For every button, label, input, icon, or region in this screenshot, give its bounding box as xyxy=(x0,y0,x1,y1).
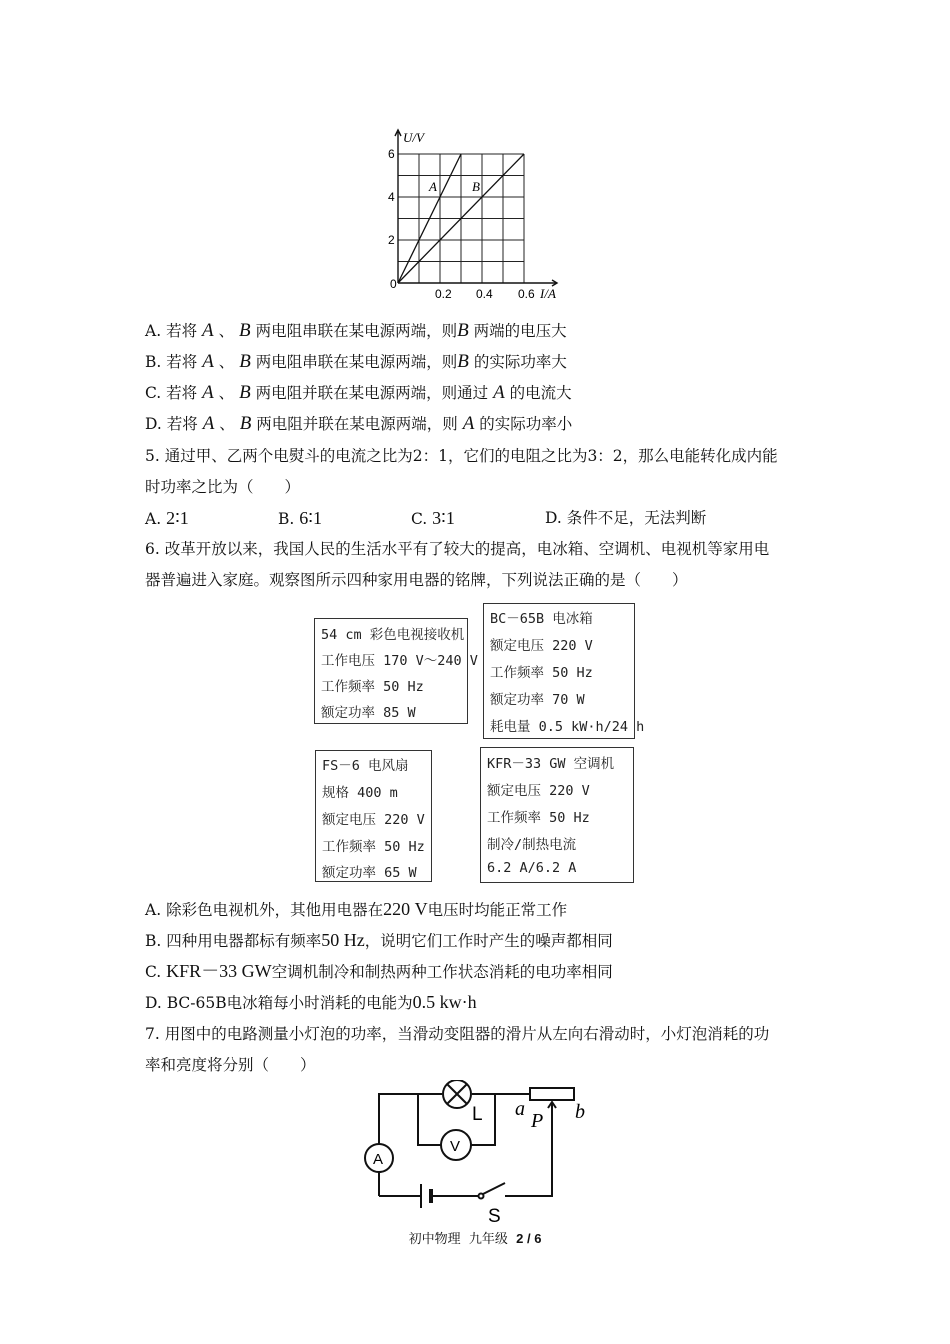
y-axis-label: U/V xyxy=(403,130,424,145)
q7-stem-line2: 率和亮度将分别（ ） xyxy=(145,1056,316,1074)
q7-stem-line1: 7. 用图中的电路测量小灯泡的功率，当滑动变阻器的滑片从左向右滑动时，小灯泡消耗的功 xyxy=(145,1025,770,1043)
y-tick-2: 2 xyxy=(388,233,395,247)
y-tick-6: 6 xyxy=(388,147,395,161)
page-number: 2 / 6 xyxy=(516,1231,542,1246)
q4-option-d: D. 若将 A 、 B 两电阻并联在某电源两端，则 A 的实际功率小 xyxy=(145,413,573,434)
ac-nameplate: KFR－33 GW 空调机 额定电压 220 V 工作频率 50 Hz 制冷/制热电流 6.2 A/6.2 A xyxy=(480,747,634,883)
footer-subject: 初中物理 xyxy=(408,1232,461,1247)
rheostat-end-b-label: b xyxy=(575,1101,585,1123)
q5-option-d: D. 条件不足，无法判断 xyxy=(545,509,707,527)
q4-option-b: B. 若将 A 、 B 两电阻串联在某电源两端，则B 的实际功率大 xyxy=(145,351,567,372)
switch-label: S xyxy=(488,1206,501,1226)
slider-label: P xyxy=(531,1110,544,1132)
rheostat-body xyxy=(530,1088,574,1100)
wire-top-left xyxy=(379,1094,442,1144)
fan-nameplate: FS－6 电风扇 规格 400 m 额定电压 220 V 工作频率 50 Hz 额定功率 65 W xyxy=(315,750,432,882)
y-tick-4: 4 xyxy=(388,190,395,204)
q4-option-c: C. 若将 A 、 B 两电阻并联在某电源两端，则通过 A 的电流大 xyxy=(145,382,572,403)
q6-option-a: A. 除彩色电视机外，其他用电器在220 V电压时均能正常工作 xyxy=(145,899,568,919)
x-tick-0.2: 0.2 xyxy=(435,287,452,301)
q6-option-c: C. KFR－33 GW空调机制冷和制热两种工作状态消耗的电功率相同 xyxy=(145,961,613,981)
page-footer xyxy=(0,1228,950,1247)
x-tick-0.6: 0.6 xyxy=(518,287,535,301)
q5-option-a: A. 2∶1 xyxy=(145,508,189,528)
switch-blade xyxy=(483,1183,505,1194)
q4-option-a: A. 若将 A 、 B 两电阻串联在某电源两端，则B 两端的电压大 xyxy=(145,320,567,341)
rheostat-end-a-label: a xyxy=(515,1098,525,1120)
switch-contact-left xyxy=(479,1194,484,1199)
tv-nameplate: 54 cm 彩色电视接收机 工作电压 170 V～240 V 工作频率 50 Hz 额定功率 85 W xyxy=(314,618,468,724)
q6-option-b: B. 四种用电器都标有频率50 Hz，说明它们工作时产生的噪声都相同 xyxy=(145,930,613,950)
x-axis-label: I/A xyxy=(540,286,556,301)
voltmeter-label: V xyxy=(450,1138,461,1155)
q5-option-c: C. 3∶1 xyxy=(411,508,455,528)
q6-stem-line1: 6. 改革开放以来，我国人民的生活水平有了较大的提高，电冰箱、空调机、电视机等家用电 xyxy=(145,540,770,558)
q6-stem-line2: 器普遍进入家庭。观察图所示四种家用电器的铭牌，下列说法正确的是（ ） xyxy=(145,571,688,589)
circuit-diagram xyxy=(355,1080,595,1226)
line-b-label: B xyxy=(472,179,480,194)
u-i-graph xyxy=(370,126,570,306)
origin-label: 0 xyxy=(390,277,397,291)
footer-grade: 九年级 xyxy=(468,1232,508,1247)
q6-option-d: D. BC-65B电冰箱每小时消耗的电能为0.5 kw·h xyxy=(145,992,477,1012)
q5-stem-line2: 时功率之比为（ ） xyxy=(145,478,301,496)
lamp-label: L xyxy=(472,1104,483,1125)
fridge-nameplate: BC－65B 电冰箱 额定电压 220 V 工作频率 50 Hz 额定功率 70 W 耗电量 0.5 kW·h/24 h xyxy=(483,603,635,739)
line-a-label: A xyxy=(429,179,437,194)
q5-stem-line1: 5. 通过甲、乙两个电熨斗的电流之比为2：1，它们的电阻之比为3：2，那么电能转化成内能 xyxy=(145,447,778,465)
ammeter-label: A xyxy=(373,1151,384,1168)
q5-option-b: B. 6∶1 xyxy=(278,508,322,528)
x-tick-0.4: 0.4 xyxy=(476,287,493,301)
